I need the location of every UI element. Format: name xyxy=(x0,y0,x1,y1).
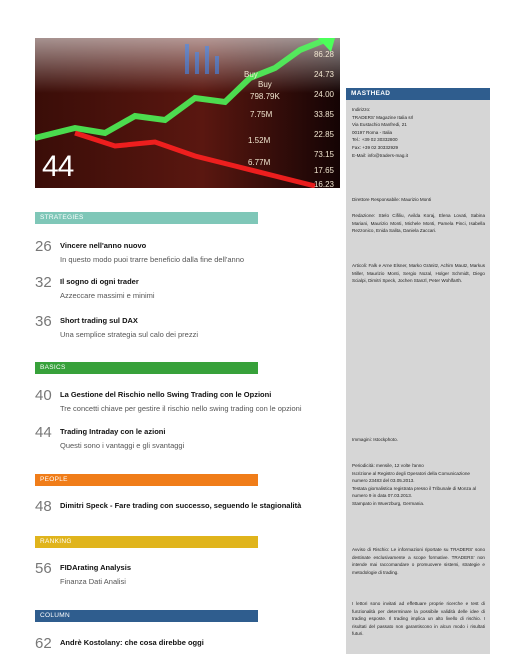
article-title: Vincere nell'anno nuovo xyxy=(60,241,147,250)
risk-notice-readers: I lettori sono invitati ad effettuare proprie ricerche e test di funzionalità per determinare la possibile validità delle idee di trading esposte. Il trading implica un alto livello di rischio. I risultati del passato non garantiscono in alcun modo i risultati futuri. xyxy=(352,601,485,637)
section-people[interactable]: PEOPLE xyxy=(35,474,258,486)
ticker-value: 33.85 xyxy=(313,110,334,119)
page-number: 32 xyxy=(35,274,52,291)
toc-entry[interactable] xyxy=(35,274,345,302)
page-number: 40 xyxy=(35,387,52,404)
risk-notice: Avviso di Rischio: Le informazioni riportate su TRADERS' sono destinate esclusivamente a scope formative. TRADERS' non intende mai raccomandare o promuovere sistemi, strategie e metodologie di trading. xyxy=(352,547,485,575)
ticker-label: Buy xyxy=(244,70,258,79)
ticker-value: 17.65 xyxy=(313,166,334,175)
article-title: FIDArating Analysis xyxy=(60,563,131,572)
masthead-address xyxy=(352,106,485,159)
article-subtitle: Finanza Dati Analisi xyxy=(60,577,126,586)
toc-entry[interactable] xyxy=(35,635,345,653)
masthead-publication xyxy=(352,462,485,508)
cover-image xyxy=(35,38,340,188)
ticker-value: 86.28 xyxy=(313,50,334,59)
toc-entry[interactable] xyxy=(35,424,345,452)
article-title: Il sogno di ogni trader xyxy=(60,277,139,286)
publication-line: Stampato in Wuerzburg, Germania. xyxy=(352,500,425,506)
article-title: Trading Intraday con le azioni xyxy=(60,427,166,436)
page-number: 44 xyxy=(35,424,52,441)
page-number: 26 xyxy=(35,238,52,255)
ticker-value: 73.15 xyxy=(313,150,334,159)
article-subtitle: Azzeccare massimi e minimi xyxy=(60,291,155,300)
article-title: Short trading sul DAX xyxy=(60,316,138,325)
masthead-editorial: Redazione: Stelo Cifiliu, Avilda Koraj, Elena Lovati, Sabina Mariani, Maurizio Monti, Michele Monti, Pamela Pinci, Isabella Rezzonico, Enida Salita, Daniela Zaccari. xyxy=(352,213,485,234)
ticker-value: 24.73 xyxy=(313,70,334,79)
publication-line: Testata giornalistica registrata presso il Tribunale di Monza al numero 9 in data 07.03.2013. xyxy=(352,485,478,499)
toc-entry[interactable] xyxy=(35,498,345,518)
ticker-label: 1.52M xyxy=(248,136,271,145)
ticker-label: 7.75M xyxy=(250,110,273,119)
ticker-label: Buy xyxy=(258,80,272,89)
ticker-value: 22.85 xyxy=(313,130,334,139)
email-line[interactable]: E-Mail: info@traders-mag.it xyxy=(352,152,408,158)
page-number: 36 xyxy=(35,313,52,330)
article-subtitle: Tre concetti chiave per gestire il rischio nello swing trading con le opzioni xyxy=(60,404,302,413)
toc-entry[interactable] xyxy=(35,560,345,588)
section-strategies[interactable]: STRATEGIES xyxy=(35,212,258,224)
ticker-value: 24.00 xyxy=(313,90,334,99)
article-title: Dimitri Speck - Fare trading con successo, seguendo le stagionalità xyxy=(60,501,302,510)
address-line: 00197 Roma - Italia xyxy=(352,129,393,135)
article-title: Andrè Kostolany: che cosa direbbe oggi xyxy=(60,638,204,647)
address-line: Tel.: +39 02 30332800 xyxy=(352,137,398,143)
address-line: Via Eustachio Manfredi, 21 xyxy=(352,122,407,128)
page-number: 56 xyxy=(35,560,52,577)
masthead-articles: Articoli: Falk e Arne Elsner, Marko Gränitz, Achim Mautz, Markus Miller, Maurizio Monti, Sergio Nozal, Holger Schmidt, Diego Scialpi, Dimitri Speck, Jochen Stanzl, Peter Wohlfarth. xyxy=(352,263,485,284)
publication-line: Periodicità: mensile, 12 volte l'anno xyxy=(352,463,424,468)
article-subtitle: Questi sono i vantaggi e gli svantaggi xyxy=(60,441,185,450)
publication-line: Iscrizione al Registro degli Operatori della Comunicazione numero 23483 del 03.05.2013. xyxy=(352,470,472,484)
toc-entry[interactable] xyxy=(35,387,345,415)
issue-page-number: 44 xyxy=(42,150,74,183)
ticker-labels xyxy=(220,46,340,188)
masthead-director: Direttore Responsabile: Maurizio Monti xyxy=(352,197,432,202)
ticker-value: 16.23 xyxy=(313,180,334,188)
address-line: Indirizzo: xyxy=(352,107,371,112)
page-number: 48 xyxy=(35,498,52,515)
section-basics[interactable]: BASICS xyxy=(35,362,258,374)
address-line: Fax: +39 02 30332929 xyxy=(352,144,399,150)
toc-entry[interactable] xyxy=(35,238,345,266)
article-subtitle: In questo modo puoi trarre beneficio dalla fine dell'anno xyxy=(60,255,245,264)
article-title: La Gestione del Rischio nello Swing Trading con le Opzioni xyxy=(60,390,272,399)
page-number: 62 xyxy=(35,635,52,652)
toc-entry[interactable] xyxy=(35,313,345,341)
section-ranking[interactable]: RANKING xyxy=(35,536,258,548)
article-subtitle: Una semplice strategia sul calo dei prezzi xyxy=(60,330,198,339)
address-line: TRADERS' Magazine Italia srl xyxy=(352,114,414,120)
section-column[interactable]: COLUMN xyxy=(35,610,258,622)
ticker-label: 6.77M xyxy=(248,158,271,167)
masthead-title: MASTHEAD xyxy=(346,88,490,100)
masthead-images: Immagini: Istockphoto. xyxy=(352,437,398,442)
ticker-label: 798.79K xyxy=(250,92,280,101)
